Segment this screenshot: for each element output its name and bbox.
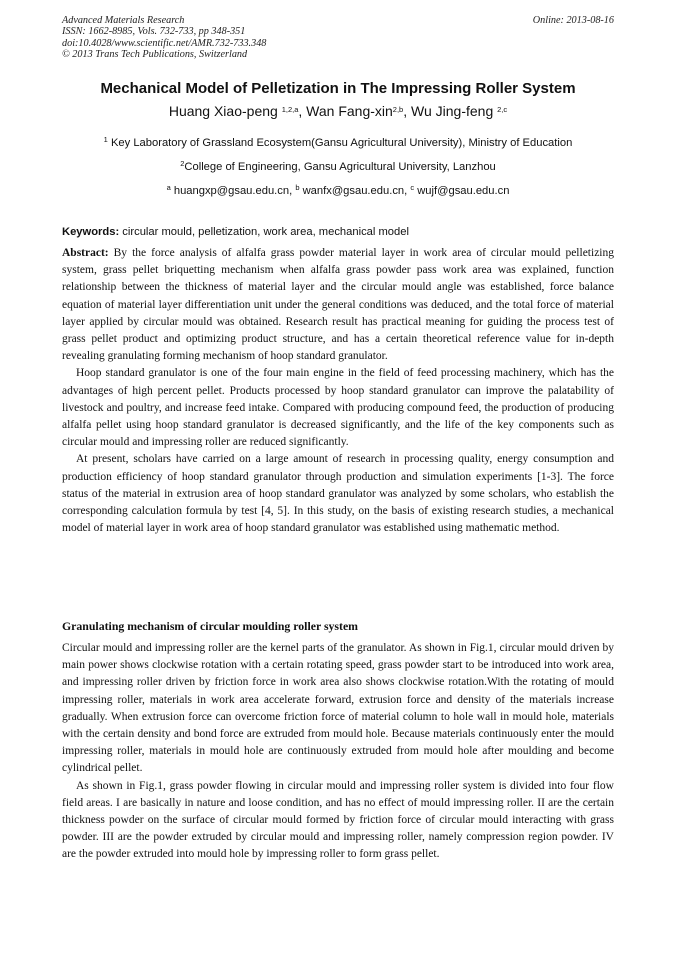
paragraph: Hoop standard granulator is one of the four main engine in the field of feed processing machinery, which has the advantages of high percent pellet. Products processed by hoop standard granulator can improve the palatability of livestock and poultry, and increase feed intake. Compared with producing compound feed, the production of producing alfalfa pellet using hoop standard granulator is decreased significantly, and the life of the key components such as circular mould and impressing roller are reduced significantly.	[62, 367, 614, 449]
author-sup: 2,c	[497, 105, 508, 114]
paragraph: At present, scholars have carried on a large amount of research in processing quality, energy consumption and production efficiency of hoop standard granulator through production and simulation experiments [1-3]. The force status of the material in extrusion area of hoop standard granulator was analyzed by some scholars, who establish the corresponding calculation formula by test [4, 5]. In this study, on the basis of existing research studies, a mechanical model of material layer in work area of hoop standard granulator was established using mathematic method.	[62, 453, 614, 535]
affiliation-sup: 1	[103, 135, 108, 144]
online-date: Online: 2013-08-16	[532, 15, 614, 26]
journal-header	[62, 15, 614, 61]
paper-title: Mechanical Model of Pelletization in The Impressing Roller System	[100, 80, 576, 97]
author-name: Wu Jing-feng	[411, 103, 494, 119]
keywords	[62, 225, 614, 239]
author-sep: ,	[298, 103, 307, 119]
email-sup: b	[295, 183, 300, 192]
author-name: Wan Fang-xin	[306, 103, 393, 119]
email-sup: a	[166, 183, 171, 192]
author-sep: ,	[403, 103, 412, 119]
paragraph: As shown in Fig.1, grass powder flowing in circular mould and impressing roller system is divided into four flow field areas. I are basically in nature and loose condition, and has no effect of mould impressing roller. II are the certain thickness powder on the surface of circular mould formed by friction force of circular mould interacting with grass powder. III are the powder extruded by circular mould and impressing roller, namely compression region powder. IV are the powder extruded into mould hole by impressing roller to form grass pellet.	[62, 779, 614, 861]
affiliation-text: College of Engineering, Gansu Agricultural University, Lanzhou	[184, 161, 496, 173]
email-link[interactable]: wujf@gsau.edu.cn	[417, 185, 510, 197]
author-name: Huang Xiao-peng	[168, 103, 278, 119]
body-text-intro	[62, 245, 614, 537]
author-sup: 2,b	[392, 105, 404, 114]
journal-name: Advanced Materials Research	[62, 15, 185, 26]
email-line	[62, 184, 614, 198]
affiliation-2	[62, 160, 614, 174]
author-sup: 1,2,a	[281, 105, 299, 114]
affiliation-1	[62, 136, 614, 150]
doi-line: doi:10.4028/www.scientific.net/AMR.732-733.348	[62, 37, 267, 49]
keywords-label: Keywords:	[62, 226, 120, 238]
abstract	[62, 245, 614, 365]
paragraph: Circular mould and impressing roller are the kernel parts of the granulator. As shown in Fig.1, circular mould driven by main power shows clockwise rotation with a certain rotating speed, grass powder start to be introduced into work area, and impressing roller driven by friction force in work area also shows clockwise rotation.With the rotating of mould impressing roller, materials in work area accelerate forward, extrusion force and density of the materials increase gradually. When extrusion force can overcome friction force of material column to hole wall in mould hole, materials with the certain density and bond force are extruded from mould hole. Because materials continuously enter the mould impressing roller, materials in mould hole are continuously extruded from mould hole after moulding and become cylindrical pellet.	[62, 642, 614, 775]
section-heading: Granulating mechanism of circular moulding roller system	[62, 619, 359, 633]
body-text-section1	[62, 640, 614, 864]
affiliation-sup: 2	[180, 159, 185, 168]
author-line	[62, 102, 614, 120]
email-link[interactable]: huangxp@gsau.edu.cn,	[173, 185, 296, 197]
abstract-label: Abstract:	[62, 247, 109, 259]
email-link[interactable]: wanfx@gsau.edu.cn,	[302, 185, 411, 197]
issn-line: ISSN: 1662-8985, Vols. 732-733, pp 348-351	[62, 26, 246, 38]
abstract-text: By the force analysis of alfalfa grass powder material layer in work area of circular mould pelletizing system, grass pellet briquetting mechanism when alfalfa grass powder pass work area was explained, function relationship between the thickness of material layer and the circular mould angle was established, force balance equation of material layer differentiation unit under the general conditions was deduced, and the total force of material layer applied by circular mould was obtained. Research result has practical meaning for guiding the process test of grass pellet product and optimizing product structure, and has a certain theoretical reference value for in-depth revealing granulating forming mechanism of hoop standard granulator.	[62, 247, 614, 363]
affiliation-text: Key Laboratory of Grassland Ecosystem(Gansu Agricultural University), Ministry of Education	[110, 137, 573, 149]
email-sup: c	[410, 183, 415, 192]
keywords-text: circular mould, pelletization, work area, mechanical model	[119, 226, 409, 238]
copyright-line: © 2013 Trans Tech Publications, Switzerland	[62, 49, 248, 61]
